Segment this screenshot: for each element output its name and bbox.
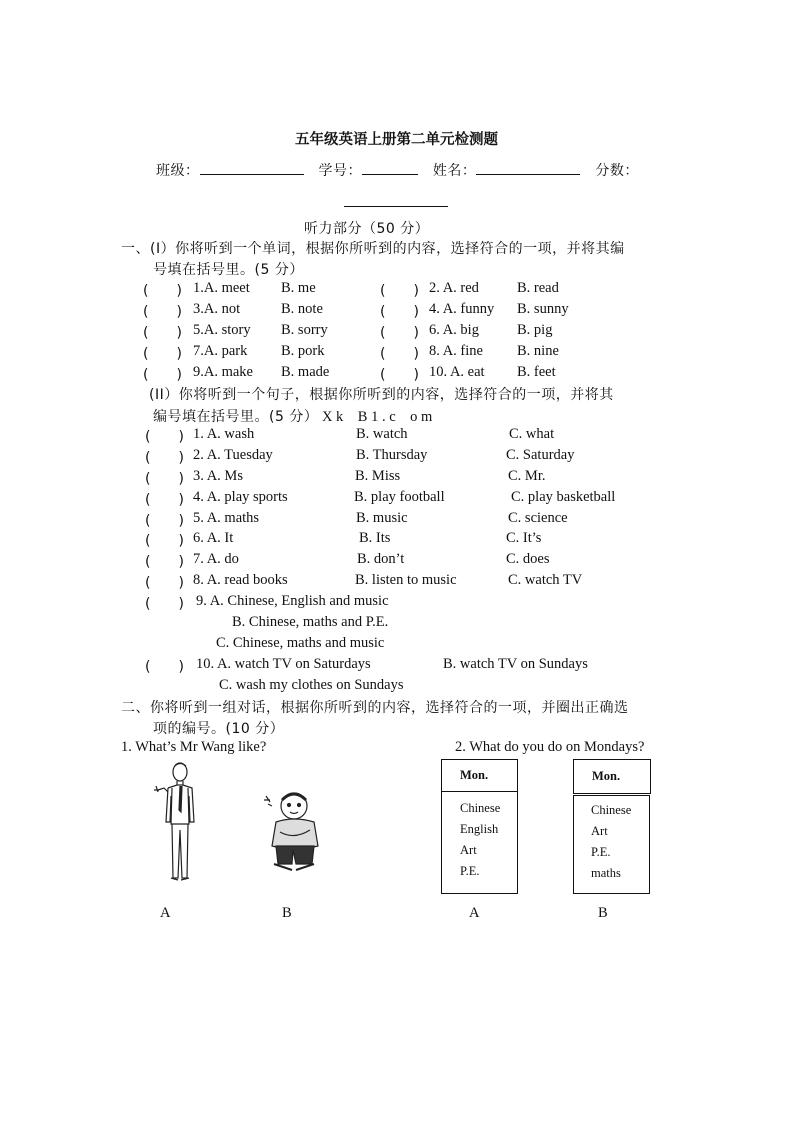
option-b: B. nine: [517, 343, 559, 359]
option-c: C. It’s: [506, 530, 542, 546]
name-blank[interactable]: [476, 160, 580, 175]
option-a: 5. A. maths: [193, 510, 260, 526]
page-title: 五年级英语上册第二单元检测题: [295, 132, 498, 148]
answer-paren[interactable]: ( ): [145, 429, 184, 445]
watermark-text: X k B 1 . c o m: [321, 409, 433, 425]
option-a: 1. A. wash: [193, 426, 255, 442]
part2-instruction-1: (II）你将听到一个句子，根据你所听到的内容，选择符合的一项，并将其: [149, 387, 614, 403]
schedule-a-subject: English: [460, 822, 499, 836]
option-a: 7. A. do: [193, 551, 239, 567]
option-a: 9.A. make: [193, 364, 253, 380]
part3-instruction-2: 项的编号。(10 分）: [153, 721, 285, 737]
question-1: 1. What’s Mr Wang like?: [121, 739, 267, 755]
option-b: B. read: [517, 280, 559, 296]
option-a: 8. A. read books: [193, 572, 288, 588]
answer-paren[interactable]: ( ): [145, 575, 184, 591]
answer-paren[interactable]: ( ): [143, 304, 182, 320]
schedule-a-subject: P.E.: [460, 864, 480, 878]
part2-instruction-2: 编号填在括号里。(5 分）: [153, 409, 319, 425]
option-c: C. Saturday: [506, 447, 575, 463]
header-fields: [156, 160, 639, 180]
answer-paren[interactable]: ( ): [145, 492, 184, 508]
schedule-label-b[interactable]: B: [598, 905, 608, 921]
option-a: 7.A. park: [193, 343, 248, 359]
option-a: 2. A. Tuesday: [193, 447, 273, 463]
answer-paren[interactable]: ( ): [143, 283, 182, 299]
thin-man-picture[interactable]: [150, 760, 206, 882]
option-c: C. play basketball: [511, 489, 616, 505]
picture-label-b[interactable]: B: [282, 905, 292, 921]
option-a: 8. A. fine: [429, 343, 483, 359]
option-b: B. pig: [517, 322, 553, 338]
option-b: B. sunny: [517, 301, 569, 317]
option-b: B. note: [281, 301, 323, 317]
item-paren[interactable]: ( ): [145, 596, 184, 612]
answer-paren[interactable]: ( ): [143, 367, 182, 383]
answer-paren[interactable]: ( ): [145, 554, 184, 570]
option-b: B. watch: [356, 426, 408, 442]
score-label: 分数：: [595, 163, 639, 179]
answer-paren[interactable]: ( ): [380, 346, 419, 362]
number-label: 学号：: [318, 163, 362, 179]
schedule-b-subject: Chinese: [591, 803, 632, 817]
schedule-label-a[interactable]: A: [469, 905, 480, 921]
option-c: C. science: [508, 510, 568, 526]
name-label: 姓名：: [432, 163, 477, 179]
option-b: B. me: [281, 280, 316, 296]
answer-paren[interactable]: ( ): [380, 283, 419, 299]
option-b: B. sorry: [281, 322, 328, 338]
option-a: 6. A. It: [193, 530, 234, 546]
option-a: 3.A. not: [193, 301, 241, 317]
item9-option-c: C. Chinese, maths and music: [216, 635, 385, 651]
option-a: 10. A. eat: [429, 364, 485, 380]
schedule-b-subject: Art: [591, 824, 608, 838]
option-a: 3. A. Ms: [193, 468, 243, 484]
option-c: C. watch TV: [508, 572, 583, 588]
schedule-a-subject: Art: [460, 843, 477, 857]
option-b: B. Miss: [355, 468, 401, 484]
question-2: 2. What do you do on Mondays?: [455, 739, 645, 755]
schedule-b-head: Mon.: [592, 769, 621, 783]
option-b: B. listen to music: [355, 572, 457, 588]
answer-paren[interactable]: ( ): [380, 367, 419, 383]
schedule-b-subject: P.E.: [591, 845, 611, 859]
score-blank[interactable]: [344, 206, 448, 207]
part2-instruction-2-row: [153, 405, 432, 426]
option-c: C. what: [509, 426, 555, 442]
item10-option-c: C. wash my clothes on Sundays: [219, 677, 404, 693]
item-paren[interactable]: ( ): [145, 659, 184, 675]
option-a: 1.A. meet: [193, 280, 250, 296]
option-c: C. Mr.: [508, 468, 546, 484]
answer-paren[interactable]: ( ): [145, 450, 184, 466]
option-b: B. Thursday: [356, 447, 428, 463]
item10-option-a: 10. A. watch TV on Saturdays: [196, 656, 371, 672]
schedule-a-head: Mon.: [460, 768, 489, 782]
answer-paren[interactable]: ( ): [145, 471, 184, 487]
part1-instruction-1: 一、(I）你将听到一个单词，根据你所听到的内容，选择符合的一项，并将其编: [121, 241, 625, 257]
option-a: 4. A. funny: [429, 301, 495, 317]
option-b: B. pork: [281, 343, 325, 359]
item9-option-b: B. Chinese, maths and P.E.: [232, 614, 389, 630]
option-a: 5.A. story: [193, 322, 251, 338]
option-b: B. Its: [359, 530, 391, 546]
option-b: B. music: [356, 510, 408, 526]
option-b: B. play football: [354, 489, 445, 505]
option-a: 6. A. big: [429, 322, 479, 338]
schedule-b-subject: maths: [591, 866, 621, 880]
option-b: B. made: [281, 364, 330, 380]
option-b: B. feet: [517, 364, 556, 380]
class-label: 班级：: [156, 163, 200, 179]
item10-option-b: B. watch TV on Sundays: [443, 656, 588, 672]
picture-label-a[interactable]: A: [160, 905, 171, 921]
part3-instruction-1: 二、你将听到一组对话，根据你所听到的内容，选择符合的一项，并圈出正确选: [121, 700, 629, 716]
answer-paren[interactable]: ( ): [143, 325, 182, 341]
option-c: C. does: [506, 551, 550, 567]
answer-paren[interactable]: ( ): [380, 325, 419, 341]
answer-paren[interactable]: ( ): [380, 304, 419, 320]
answer-paren[interactable]: ( ): [143, 346, 182, 362]
option-a: 2. A. red: [429, 280, 479, 296]
option-b: B. don’t: [357, 551, 405, 567]
part1-instruction-2: 号填在括号里。(5 分）: [153, 262, 304, 278]
answer-paren[interactable]: ( ): [145, 513, 184, 529]
option-a: 4. A. play sports: [193, 489, 288, 505]
number-blank[interactable]: [362, 160, 418, 175]
schedule-a-subject: Chinese: [460, 801, 501, 815]
class-blank[interactable]: [200, 160, 304, 175]
stout-man-picture[interactable]: [262, 790, 322, 874]
item9-option-a: 9. A. Chinese, English and music: [196, 593, 389, 609]
answer-paren[interactable]: ( ): [145, 533, 184, 549]
listening-title: 听力部分（50 分）: [304, 221, 430, 237]
